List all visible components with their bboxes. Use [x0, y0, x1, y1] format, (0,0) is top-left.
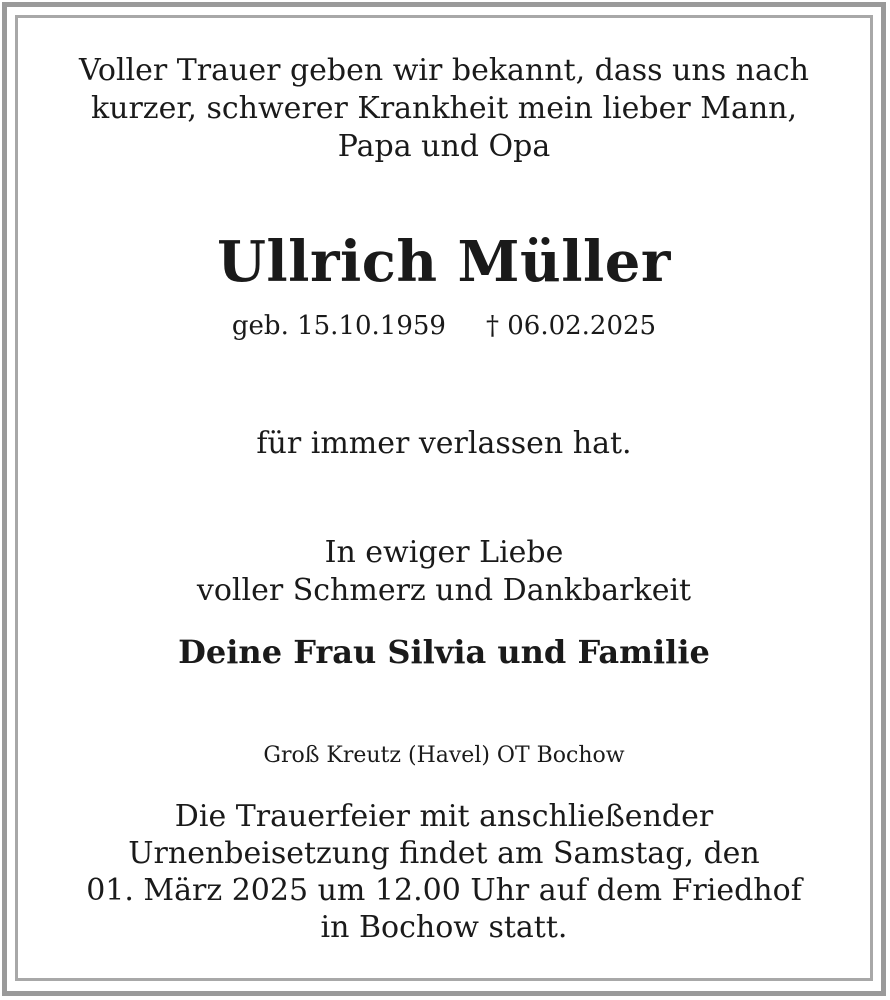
- service-line: 01. März 2025 um 12.00 Uhr auf dem Friedhof: [86, 873, 802, 908]
- birth-date: geb. 15.10.1959: [231, 311, 446, 341]
- love-line: In ewiger Liebe: [324, 535, 564, 570]
- intro-text: [20, 52, 868, 166]
- family-signature: Deine Frau Silvia und Familie: [178, 633, 710, 671]
- intro-line: Papa und Opa: [337, 129, 551, 164]
- death-date: † 06.02.2025: [485, 311, 657, 341]
- love-text: [20, 534, 868, 610]
- place-name: Groß Kreutz (Havel) OT Bochow: [263, 743, 625, 768]
- left-us-text: für immer verlassen hat.: [256, 426, 632, 461]
- life-dates: [20, 310, 868, 342]
- intro-line: kurzer, schwerer Krankheit mein lieber Mann,: [90, 91, 798, 126]
- service-line: in Bochow statt.: [320, 910, 568, 945]
- service-line: Die Trauerfeier mit anschließender: [174, 799, 714, 834]
- love-line: voller Schmerz und Dankbarkeit: [196, 573, 692, 608]
- service-info: [20, 798, 868, 946]
- service-line: Urnenbeisetzung findet am Samstag, den: [128, 836, 760, 871]
- deceased-name: Ullrich Müller: [217, 229, 671, 295]
- intro-line: Voller Trauer geben wir bekannt, dass uns nach: [78, 53, 810, 88]
